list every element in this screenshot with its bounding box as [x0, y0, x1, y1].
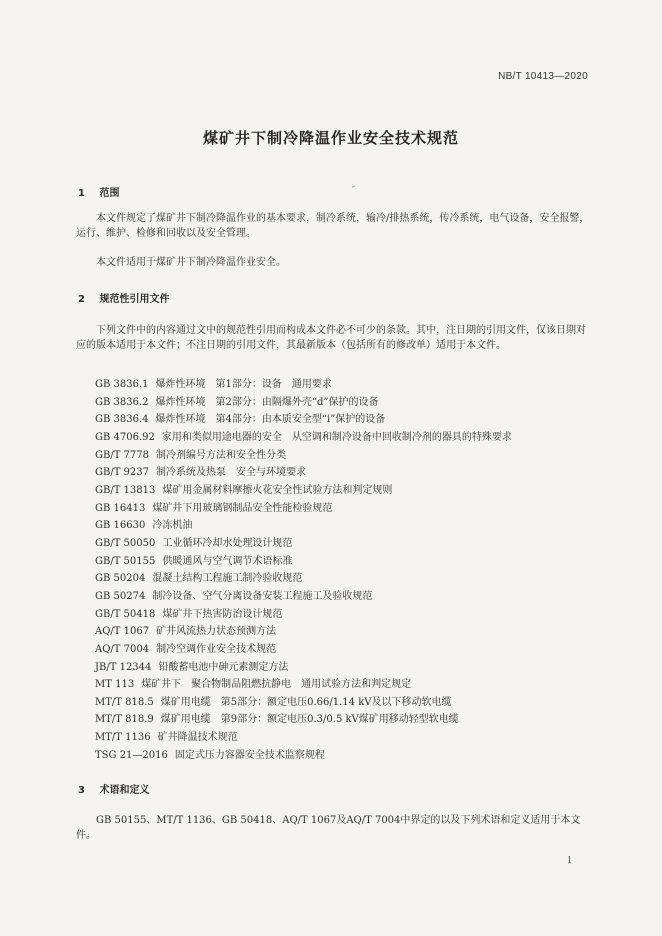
reference-code: GB 16630 [95, 520, 146, 532]
reference-code: JB/T 12344 [95, 661, 152, 673]
reference-item [95, 394, 605, 412]
reference-item [95, 429, 605, 447]
reference-code: AQ/T 1067 [95, 626, 150, 638]
reference-code: GB/T 50155 [95, 555, 156, 567]
reference-title: 煤矿用金属材料摩擦火花安全性试验方法和判定规则 [162, 484, 393, 496]
section-number: 2 [78, 294, 85, 305]
reference-code: AQ/T 7004 [95, 643, 150, 655]
reference-title: 爆炸性环境 第4部分：由本质安全型“i”保护的设备 [155, 414, 386, 426]
reference-code: GB/T 7778 [95, 449, 150, 461]
reference-code: MT/T 1136 [95, 732, 151, 744]
reference-item [95, 517, 605, 535]
section-title: 术语和定义 [99, 785, 150, 796]
reference-item [95, 676, 605, 694]
reference-title: 煤矿井下用玻璃钢制品安全性能检验规范 [152, 502, 333, 514]
section-1-paragraph-1: 本文件规定了煤矿井下制冷降温作业的基本要求，制冷系统，输冷/排热系统，传冷系统，电气设备，安全报警，运行、维护、检修和回收以及安全管理。 [76, 213, 590, 239]
section-2-heading [78, 290, 169, 305]
reference-title: 制冷空调作业安全技术规范 [156, 643, 277, 655]
standard-code: NB/T 10413—2020 [498, 71, 588, 82]
reference-item [95, 500, 605, 518]
reference-title: 工业循环冷却水处理设计规范 [162, 537, 293, 549]
reference-item [95, 694, 605, 712]
reference-item [95, 641, 605, 659]
reference-item [95, 411, 605, 429]
reference-code: GB 50274 [95, 590, 146, 602]
reference-code: GB/T 13813 [95, 484, 156, 496]
reference-code: GB/T 50050 [95, 537, 156, 549]
reference-list [95, 376, 605, 764]
reference-item [95, 553, 605, 571]
reference-title: 爆炸性环境 第1部分：设备 通用要求 [155, 379, 332, 390]
reference-item [95, 570, 605, 588]
reference-title: 混凝土结构工程施工制冷验收规范 [152, 573, 303, 585]
reference-title: 煤矿井下 聚合物制品阻燃抗静电 通用试验方法和判定规定 [141, 679, 412, 691]
reference-code: MT/T 818.9 [95, 714, 154, 726]
reference-code: MT 113 [95, 679, 135, 691]
reference-item [95, 623, 605, 641]
reference-title: 制冷设备、空气分离设备安装工程施工及验收规范 [152, 590, 373, 602]
section-1-paragraph-2: 本文件适用于煤矿井下制冷降温作业安全。 [96, 257, 286, 268]
reference-title: 供暖通风与空气调节术语标准 [162, 555, 293, 567]
reference-code: GB/T 50418 [95, 608, 156, 620]
reference-title: 铅酸蓄电池中砷元素测定方法 [158, 661, 289, 673]
reference-item [95, 447, 605, 465]
reference-item [95, 711, 605, 729]
section-number: 1 [78, 188, 85, 199]
section-3-heading [78, 781, 149, 796]
reference-item [95, 729, 605, 747]
reference-title: 冷冻机油 [152, 520, 193, 532]
reference-item [95, 535, 605, 553]
reference-title: 制冷系统及热泵 安全与环境要求 [156, 467, 307, 479]
section-1-heading [78, 184, 119, 199]
reference-title: 矿井降温技术规范 [157, 732, 238, 744]
reference-code: GB 50204 [95, 573, 146, 585]
reference-item [95, 747, 605, 765]
reference-code: GB 3836.1 [95, 379, 149, 390]
reference-title: 爆炸性环境 第2部分：由隔爆外壳“d”保护的设备 [155, 396, 379, 408]
reference-item [95, 588, 605, 606]
document-title: 煤矿井下制冷降温作业安全技术规范 [202, 129, 459, 147]
reference-code: GB 16413 [95, 502, 146, 514]
scan-speck [352, 185, 355, 187]
section-2-intro: 下列文件中的内容通过文中的规范性引用而构成本文件必不可少的条款。其中，注日期的引用文件，仅该日期对应的版本适用于本文件；不注日期的引用文件，其最新版本（包括所有的修改单）适用于本文件。 [76, 325, 586, 351]
reference-item [95, 482, 605, 500]
reference-code: GB 3836.2 [95, 396, 149, 408]
reference-code: GB/T 9237 [95, 467, 150, 479]
reference-title: 煤矿井下热害防治设计规范 [162, 608, 283, 620]
page-number: 1 [567, 855, 572, 866]
reference-item [95, 606, 605, 624]
reference-title: 固定式压力容器安全技术监察规程 [174, 749, 325, 761]
reference-title: 煤矿用电缆 第5部分：额定电压0.66/1.14 kV及以下移动软电缆 [160, 696, 452, 708]
reference-code: MT/T 818.5 [95, 696, 154, 708]
reference-item [95, 659, 605, 677]
reference-title: 家用和类似用途电器的安全 从空调和制冷设备中回收制冷剂的器具的特殊要求 [161, 431, 512, 443]
reference-code: GB 3836.4 [95, 414, 149, 426]
reference-title: 制冷剂编号方法和安全性分类 [156, 449, 287, 461]
section-number: 3 [78, 785, 85, 796]
reference-code: GB 4706.92 [95, 431, 155, 443]
reference-item [95, 464, 605, 482]
reference-title: 矿井风流热力状态预测方法 [156, 626, 277, 638]
section-3-paragraph-1: GB 50155、MT/T 1136、GB 50418、AQ/T 1067及AQ/T 7004中界定的以及下列术语和定义适用于本文件。 [76, 815, 581, 841]
reference-title: 煤矿用电缆 第9部分：额定电压0.3/0.5 kV煤矿用移动轻型软电缆 [160, 714, 459, 726]
section-title: 规范性引用文件 [99, 294, 170, 305]
section-title: 范围 [99, 188, 120, 199]
reference-code: TSG 21—2016 [95, 749, 168, 761]
reference-item [95, 376, 605, 394]
